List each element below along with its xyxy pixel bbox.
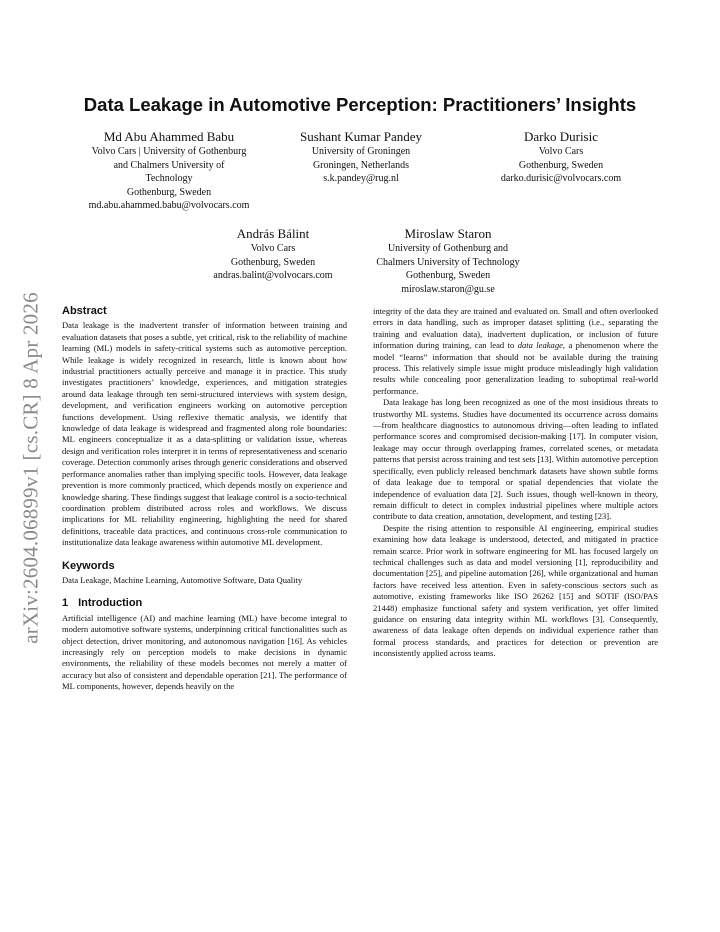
keywords-heading: Keywords bbox=[62, 559, 115, 572]
author-block-2 bbox=[263, 128, 459, 186]
author-name: András Bálint bbox=[236, 226, 310, 241]
author-name: Darko Durisic bbox=[523, 129, 598, 144]
author-location: Groningen, Netherlands bbox=[312, 159, 410, 171]
author-location: Gothenburg, Sweden bbox=[230, 256, 316, 268]
emphasized-term: data leakage bbox=[517, 340, 563, 351]
author-block-5 bbox=[350, 225, 546, 296]
author-affiliation: Volvo Cars bbox=[538, 146, 584, 157]
author-location: Gothenburg, Sweden bbox=[518, 159, 604, 171]
author-location: Gothenburg, Sweden bbox=[405, 270, 491, 281]
author-email[interactable]: md.abu.ahammed.babu@volvocars.com bbox=[88, 200, 250, 211]
author-email[interactable]: andras.balint@volvocars.com bbox=[213, 270, 333, 281]
abstract-heading: Abstract bbox=[62, 305, 107, 317]
author-name: Miroslaw Staron bbox=[404, 226, 492, 241]
author-block-3 bbox=[460, 128, 662, 186]
arxiv-stamp bbox=[18, 272, 44, 664]
author-email[interactable]: miroslaw.staron@gu.se bbox=[401, 283, 495, 295]
author-name: Sushant Kumar Pandey bbox=[299, 129, 423, 144]
paragraph-text: integrity of the data they are trained and evaluated on. Small and often overlooked errors in data handling, such as improper dataset splitting (i.e., separating the training and evaluation data), inadvertent duplication, or inclusion of future information during training, can lead to bbox=[373, 306, 658, 351]
abstract-text: Data leakage is the inadvertent transfer of information between training and evaluation datasets that poses a subtle, yet critical, risk to the reliability of machine learning (ML) models in safety-critical systems such as automotive perception. While leakage is widely recognized in research, little is known about how industrial practitioners actually perceive and manage it in practice. This study investigates practitioners’ knowledge, experiences, and mitigation strategies around data leakage through ten semi-structured interviews with system design, development, and verification engineers working on automotive perception functions development. Using reflexive thematic analysis, we identify that knowledge of data leakage is widespread and fragmented along role boundaries: ML engineers conceptualize it as a data-splitting or validation issue, whereas design and verification roles interpret it in terms of representativeness and scenario coverage. Detection commonly arises through generic considerations and observed performance anomalies rather than implying specific tools. However, data leakage prevention is more commonly practiced, which depends mostly on experience and knowledge sharing. These findings suggest that leakage control is a socio-technical coordination problem distributed across roles and workflows. We discuss implications for ML reliability engineering, highlighting the need for shared definitions, traceable data practices, and continuous cross-role communication to institutionalize data leakage awareness within automotive ML development. bbox=[62, 320, 347, 548]
author-affiliation: and Chalmers University of bbox=[113, 159, 225, 171]
arxiv-id: arXiv:2604.06899v1 [cs.CR] 8 Apr 2026 bbox=[18, 292, 43, 644]
author-affiliation: University of Gothenburg and bbox=[387, 243, 509, 254]
author-affiliation: Technology bbox=[145, 173, 193, 184]
intro-paragraph-1: Artificial intelligence (AI) and machine learning (ML) have become integral to modern automotive software systems, underpinning critical functionalities such as object detection, driver monitoring, and autonomous navigation [16]. As vehicles increasingly rely on perception models to make decisions in dynamic environments, the reliability of these models becomes not merely a matter of accuracy but also of consistent and dependable operation [21]. The performance of ML components, however, depends heavily on the bbox=[62, 612, 347, 692]
author-block-1 bbox=[64, 128, 274, 213]
left-column bbox=[62, 306, 347, 693]
author-affiliation: Volvo Cars bbox=[250, 243, 296, 254]
paragraph-text: , a phenomenon where the model “learns” information that should not be available during the training process. This relatively simple issue might produce misleadingly high validation results while concealing poor generalization leading to suboptimal real-world performance. bbox=[373, 340, 658, 396]
introduction-heading bbox=[62, 598, 347, 609]
author-location: Gothenburg, Sweden bbox=[126, 186, 212, 198]
intro-paragraph-3: Despite the rising attention to responsible AI engineering, empirical studies examining how data leakage is understood, detected, and mitigated in practice remain scarce. Prior work in software engineering for ML has focused largely on technical challenges such as data and model versioning [1], reproducibility and documentation [25], and pipeline automation [26], while organizational and human factors have received less attention. Even in safety-conscious sectors such as automotive, existing frameworks like ISO 26262 [15] and SOTIF (ISO/PAS 21448) emphasize functional safety and system verification, yet offer limited guidance on ensuring data integrity within ML workflows [3]. Consequently, awareness of data leakage often depends on individual experience rather than formal process standards, and practices for detection or prevention are inconsistently applied across teams. bbox=[373, 522, 658, 659]
intro-paragraph-2: Data leakage has long been recognized as one of the most insidious threats to trustworthy ML systems. Studies have documented its occurrence across domains—from healthcare diagnostics to autonomous driving—often leading to inflated performance scores and compromised decision-making [17]. In computer vision, leakage may occur through overlapping frames, correlated scenes, or metadata patterns that persist across training and test sets [13]. Within automotive perception specifically, even publicly released benchmark datasets have shown subtle forms of data leakage due to temporal or spatial dependencies that violate the independence of evaluation data [2]. Such issues, though well-known in theory, remain difficult to detect in complex industrial pipelines where multiple actors contribute to data creation, annotation, development, and testing [23]. bbox=[373, 397, 658, 522]
author-affiliation: Volvo Cars | University of Gothenburg bbox=[91, 146, 247, 157]
right-column bbox=[373, 306, 658, 660]
intro-paragraph-1-continued bbox=[373, 306, 658, 397]
author-email[interactable]: darko.durisic@volvocars.com bbox=[500, 173, 622, 184]
section-number: 1 bbox=[62, 597, 69, 610]
author-block-4 bbox=[178, 225, 368, 283]
keywords-text: Data Leakage, Machine Learning, Automotive Software, Data Quality bbox=[62, 574, 303, 585]
author-affiliation: Chalmers University of Technology bbox=[376, 256, 520, 268]
author-name: Md Abu Ahammed Babu bbox=[103, 129, 235, 144]
section-title: Introduction bbox=[78, 597, 143, 610]
paper-title: Data Leakage in Automotive Perception: Practitioners’ Insights bbox=[83, 94, 637, 115]
author-affiliation: University of Groningen bbox=[311, 146, 411, 157]
author-email[interactable]: s.k.pandey@rug.nl bbox=[323, 173, 399, 184]
